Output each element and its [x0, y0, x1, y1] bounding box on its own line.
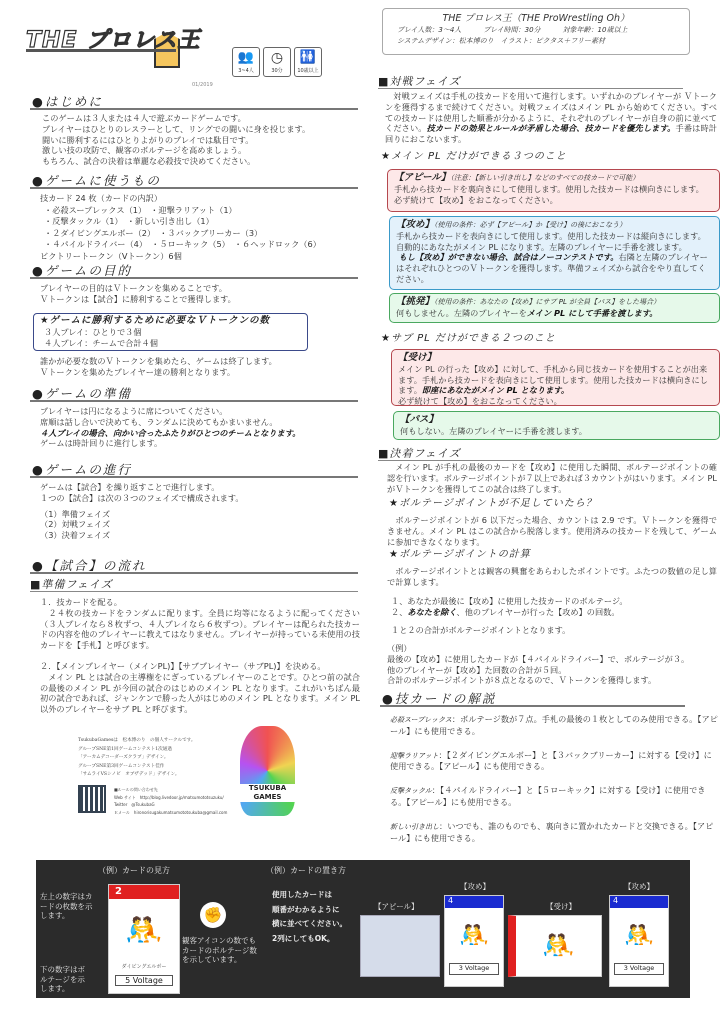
- text: 右隣と左隣のプレイヤーはそれぞれひとつのＶトークンを獲得します。準備フェイズから試合をやり直してください。: [396, 252, 708, 284]
- phase-item: （3）決着フェイズ: [40, 530, 111, 541]
- audience-note: 観客アイコンの数でもカードのボルテージ数を示しています。: [182, 936, 257, 964]
- email-link[interactable]: Ｅメール hironorisugakumatsumototsukuba@gmail.com: [114, 809, 228, 815]
- card-name: ダイビングエルボー: [121, 964, 167, 970]
- step-body: ２４枚の技カードをランダムに配ります。全員に均等になるように配ってください（３人プレイなら８枚ずつ、４人プレイなら６枚ずつ）。プレイヤーは配られた技カードの内容を他のプレイヤーに教えてはなりません。プレイヤーが持っている未使用の技カードを【手札】と呼びます。: [40, 607, 360, 651]
- left-bottom-note: 下の数字はボルテージを示します。: [40, 965, 85, 993]
- provoke-title: 【挑発】: [396, 296, 435, 307]
- card-name: 反撃タックル: [390, 787, 432, 796]
- text-line: 自動的にあなたがメイン PL になります。左隣のプレイヤーに手番を渡します。: [396, 241, 687, 252]
- attack-card-2: [609, 895, 669, 987]
- text-line: 闘いに勝利するにはひとりよがりのプレイでは駄目です。: [42, 134, 254, 145]
- heading-intro: ●はじめに: [30, 95, 358, 110]
- card-number: 2: [109, 885, 179, 899]
- wrestler-illustration-icon: 🤼: [542, 931, 575, 961]
- intro-text: [42, 113, 352, 167]
- heading-components: ●ゲームに使うもの: [30, 174, 358, 189]
- text-line: 手札から技カードを裏向きにして使用します。使用した技カードは横向きにします。: [394, 183, 704, 194]
- circle-info: [78, 737, 258, 780]
- text-line: ■ルールの問い合わせ先: [114, 787, 158, 792]
- setup-text: [40, 406, 360, 449]
- heading-goal: ●ゲームの目的: [30, 264, 358, 279]
- heading-card-guide: ●技カードの解説: [380, 692, 685, 707]
- heading-progress: ●ゲームの進行: [30, 463, 358, 478]
- heading-decision-phase: ■決着フェイズ: [378, 447, 683, 461]
- text: 対戦フェイズは手札の技カードを用いて進行します。いずれかのプレイヤーが Ｖトークンを獲得するまで続けてください。対戦フェイズはメイン PL から始めてください。すべての技カードは使用した順番が分かるように、それぞれのプレイヤーが自身の前に並べてください。: [385, 91, 717, 134]
- text-line: 技カード 24 枚（カードの内訳）: [40, 193, 163, 203]
- receive-title: 【受け】: [398, 352, 437, 363]
- text-line-bold: ４人プレイの場合、向かい合ったふたりがひとつのチームとなります。: [40, 427, 301, 438]
- logo: [26, 28, 201, 76]
- short-title: ★ボルテージポイントが不足していたら？: [389, 498, 597, 509]
- example: [387, 643, 717, 686]
- progress-text: [40, 482, 350, 541]
- text-line: 激しい技の攻防で、観客のボルテージを高めましょう。: [42, 145, 247, 156]
- short-text: ボルテージポイントが 6 以下だった場合、カウントは 2.9 です。Ｖトークンを獲得できません。メイン PL はこの試合から脱落します。使用済みの技カードを残して、ゲームに参加できなくなります。: [387, 515, 717, 547]
- text-bold: メイン PL にして手番を渡します。: [526, 307, 658, 318]
- text-line: 2列にしてもOK。: [272, 933, 335, 943]
- card-desc: ：【４パイルドライバー】と【５ローキック】に対する【受け】に使用できる。【アピール】にも使用できる。: [390, 785, 706, 807]
- heading-battle-phase: ■対戦フェイズ: [378, 75, 683, 89]
- card-name: 必殺スープレックス: [390, 716, 452, 724]
- card-name: 迎撃ラリアット: [390, 751, 439, 760]
- text-line: TsukubaGamesは 松本博のり の個人サークルです。: [78, 738, 196, 743]
- date: 01/2019: [192, 82, 213, 88]
- text: 手番は時計回りにおこないます。: [385, 123, 717, 145]
- appeal-note: （注意：【新しい引き出し】などのすべての技カードで可能）: [450, 174, 640, 182]
- text-line: 「アーカムデコーダーズクラブ」デザイン。: [78, 755, 169, 760]
- label-appeal: 【アピール】: [374, 902, 419, 911]
- place-title: （例）カードの置き方: [266, 866, 346, 875]
- card-guide-list: [390, 714, 718, 843]
- text-bold: もし【攻め】ができない場合、試合はノーコンテストです。: [398, 252, 619, 263]
- attack-box: [389, 216, 720, 290]
- text-line: ・反撃タックル（1） ・新しい引き出し（1）: [44, 216, 214, 226]
- example-card: [108, 884, 180, 994]
- calc-list: [391, 596, 721, 635]
- prep-phase-text: [40, 597, 360, 715]
- face-down-card: [360, 915, 440, 977]
- text-line: 必ず続けて【攻め】をおこなってください。: [398, 396, 562, 407]
- view-title: （例）カードの見方: [98, 866, 170, 875]
- text-line: グループSNE第1回ゲームコンテスト1次通過: [78, 746, 172, 752]
- provoke-note: （使用の条件：あなたの【攻め】にサブ PL が全員【パス】をした場合）: [434, 298, 661, 306]
- receive-box: [391, 349, 720, 406]
- text-line: ・必殺スープレックス（1） ・迎撃ラリアット（1）: [44, 204, 237, 215]
- text-line: 席順は話し合いで決めても、ランダムに決めてもかまいません。: [40, 416, 278, 427]
- decision-text: メイン PL が手札の最後のカードを【攻め】に使用した瞬間、ボルテージポイントの確認を行います。ボルテージポイントが７以上であれば３カウントがはいります。メイン PL がＶトークンを獲得してこの試合は終了します。: [387, 462, 717, 494]
- logo-text: THE プロレス王: [26, 28, 201, 53]
- card-number: 4: [445, 896, 503, 908]
- step-title: １．技カードを配る。: [40, 597, 122, 607]
- place-note: [272, 888, 347, 946]
- text-line: 他のプレイヤーが【攻め】た回数の合計が５回。: [387, 664, 567, 675]
- info-age: 対象年齢：10歳以上: [562, 26, 628, 34]
- text-line: ゲームは【試合】を繰り返すことで進行します。: [40, 482, 220, 492]
- card-number: 4: [610, 896, 668, 908]
- card-desc: ：【２ダイビングエルボー】と【３バックブリーカー】に対する【受け】に使用できる。【アピール】にも使用できる。: [390, 749, 712, 772]
- label-attack-2: 【攻め】: [624, 882, 654, 891]
- card-voltage: 3 Voltage: [449, 963, 499, 975]
- twitter-link[interactable]: Twitter @TsukubaG: [114, 802, 155, 807]
- qr-code-icon: [78, 785, 106, 813]
- text: メイン PL の行った【攻め】に対して、手札から同じ技カードを使用することが出来ます。手札から技カードを表向きにして使用します。使用した技カードは横向きにします。: [398, 363, 708, 396]
- text-bold: 技カードの効果とルールが矛盾した場合、技カードを優先します。: [426, 123, 676, 134]
- appeal-box: [387, 169, 720, 212]
- wrestler-illustration-icon: 🤼: [459, 921, 489, 949]
- example-panel: [36, 860, 690, 998]
- text-line: プレイヤーの目的はＶトークンを集めることです。: [40, 283, 227, 293]
- info-players: プレイ人数：3～4人: [397, 26, 462, 34]
- text-line: グループSNE第3回ゲームコンテスト佳作: [78, 763, 165, 769]
- text-line: 必ず続けて【攻め】をおこなってください。: [394, 194, 558, 205]
- step-title: ２．【メインプレイヤー（メインPL)】【サブプレイヤー（サブPL)】を決める。: [40, 660, 326, 671]
- attack-card-1: [444, 895, 504, 987]
- cat-logo-icon: [240, 726, 295, 816]
- text-line: Ｖトークンは【試合】に勝利することで獲得します。: [40, 293, 236, 304]
- text-line: 順番がわかるように: [272, 904, 340, 914]
- info-credits: システムデザイン：松本博のり イラスト：ピクタス＋フリー素材: [397, 37, 606, 45]
- text-line: ビクトリートークン（Vトークン）6個: [40, 250, 182, 261]
- info-box: [382, 8, 690, 55]
- text-bold: あなたを除く: [407, 606, 457, 617]
- text-line: 横に並べてください。: [272, 919, 347, 928]
- battle-text: [385, 91, 717, 145]
- text-line: もちろん、試合の決着は華麗な必殺技で決めてください。: [42, 156, 256, 167]
- text-line: ・２ダイビングエルボー（2） ・３バックブリーカー（3）: [44, 227, 263, 238]
- card-desc: ：いつでも、誰のものでも、裏向きに置かれたカードと交換できる。【アピール】にも使用できる。: [390, 820, 714, 843]
- vtoken-box: [33, 313, 308, 351]
- heading-flow: ●【試合】の流れ: [30, 559, 358, 574]
- text-line: 合計のボルテージポイントが８点となるので、Ｖトークンを獲得します。: [387, 675, 657, 686]
- provoke-box: [389, 293, 720, 323]
- components-text: [40, 193, 360, 262]
- text-line: 誰かが必要な数のＶトークンを集めたら、ゲームは終了します。: [40, 356, 277, 366]
- calc-text: ボルテージポイントとは観客の興奮をあらわしたポイントです。ふたつの数値の足し算で計算します。: [387, 566, 717, 587]
- goal-text: [40, 283, 350, 305]
- heading-setup: ●ゲームの準備: [30, 387, 358, 402]
- text-line: プレイヤーはひとりのレスラーとして、リングでの闘いに身を投じます。: [42, 123, 311, 134]
- goal-after: [40, 356, 350, 378]
- text-line: 手札から技カードを表向きにして使用します。使用した技カードは縦向きにします。: [396, 230, 706, 241]
- card-desc: ：ボルテージ数が７点。手札の最後の１枚としてのみ使用できる。【アピール】にも使用できる。: [390, 714, 718, 736]
- text: 何もしません。左隣のプレイヤーを: [396, 307, 527, 318]
- text-line: このゲームは３人または４人で遊ぶカードゲームです。: [42, 113, 246, 123]
- example-label: （例）: [387, 643, 412, 653]
- label-attack-1: 【攻め】: [460, 882, 490, 891]
- wrestler-illustration-icon: 🤼: [624, 921, 654, 949]
- age-icon: 🚻 10歳以上: [294, 47, 322, 77]
- text-line: １つの【試合】は次の３つのフェイズで構成されます。: [40, 492, 244, 503]
- text-line: 何もしない。左隣のプレイヤーに手番を渡します。: [400, 425, 587, 436]
- text-line: ・４パイルドライバー（4） ・５ローキック（5） ・６ヘッドロック（6）: [44, 239, 321, 249]
- text-line: 使用したカードは: [272, 890, 332, 899]
- text-line: １と２の合計がボルテージポイントとなります。: [391, 624, 571, 635]
- appeal-title: 【アピール】: [394, 172, 451, 183]
- text-line: ゲームは時計回りに進行します。: [40, 438, 163, 449]
- left-top-note: 左上の数字はカードの枚数を示します。: [40, 892, 93, 920]
- receive-card: [508, 915, 602, 977]
- contact-info: [114, 786, 227, 816]
- web-link[interactable]: Web サイト http://blog.livedoor.jp/matsumototsuzuku/: [114, 794, 224, 800]
- card-voltage: 3 Voltage: [614, 963, 664, 975]
- calc-item: １、あなたが最後に【攻め】に使用した技カードのボルテージ。: [391, 596, 628, 606]
- heading-prep-phase: ■準備フェイズ: [30, 578, 358, 592]
- text: ２、: [391, 606, 408, 617]
- card-entry: [390, 714, 718, 737]
- text-line: 最後の【攻め】に使用したカードが【４パイルドライバー】で、ボルテージが３。: [387, 653, 690, 664]
- step-body: メイン PL とは試合の主導権をにぎっているプレイヤーのことです。ひとつ前の試合の最後のメイン PL が今回の試合のはじめのメイン PL となります。これがいちばん最初の試合であれば、ジャンケンで勝った人がはじめのメイン PL となります。メイン PL 以外のプレイヤーをサブ PL と呼びます。: [40, 671, 360, 715]
- card-name: 新しい引き出し: [390, 822, 439, 831]
- calc-title: ★ボルテージポイントの計算: [389, 549, 531, 560]
- card-voltage: 5 Voltage: [115, 975, 173, 987]
- pass-title: 【パス】: [400, 414, 439, 425]
- text-line: Ｖトークンを集めたプレイヤー達の勝利となります。: [40, 366, 236, 377]
- text-line: 「サムライVSシノビ オブザデッド」デザイン。: [78, 772, 180, 777]
- info-title: THE プロレス王（THE ProWrestling Oh）: [442, 13, 630, 24]
- info-time: プレイ時間：30分: [483, 26, 541, 34]
- vtoken-box-title: ★ゲームに勝利するために必要なＶトークンの数: [40, 315, 271, 326]
- card-entry: [390, 821, 718, 844]
- text-bold: 即座にあなたがメイン PL となります。: [421, 385, 570, 396]
- pass-box: [393, 411, 720, 440]
- spec-icons: [232, 47, 322, 77]
- phase-item: （2）対戦フェイズ: [40, 519, 111, 530]
- attack-note: （使用の条件：必ず【アピール】か【受け】の後におこなう）: [434, 221, 627, 229]
- clock-icon: ◷ 30分: [263, 47, 291, 77]
- main-pl-title: ★メイン PL だけができる３つのこと: [381, 151, 567, 162]
- audience-icon: ✊: [200, 902, 226, 928]
- label-receive: 【受け】: [546, 902, 576, 911]
- text: 、他のプレイヤーが行った【攻め】の回数。: [456, 606, 620, 617]
- text-line: プレイヤーは円になるように席についてください。: [40, 406, 228, 416]
- text-line: ３人プレイ：ひとりで３個: [44, 327, 142, 337]
- card-entry: [390, 785, 718, 808]
- attack-title: 【攻め】: [396, 219, 435, 230]
- wrestler-illustration-icon: 🤼: [125, 913, 163, 948]
- brand-text: TSUKUBA GAMES: [240, 784, 295, 802]
- sub-pl-title: ★サブ PL だけができる２つのこと: [381, 333, 556, 344]
- players-icon: 👥 3~4人: [232, 47, 260, 77]
- card-entry: [390, 750, 718, 773]
- phase-item: （1）準備フェイズ: [40, 508, 111, 519]
- text-line: ４人プレイ：チームで合計４個: [44, 337, 158, 348]
